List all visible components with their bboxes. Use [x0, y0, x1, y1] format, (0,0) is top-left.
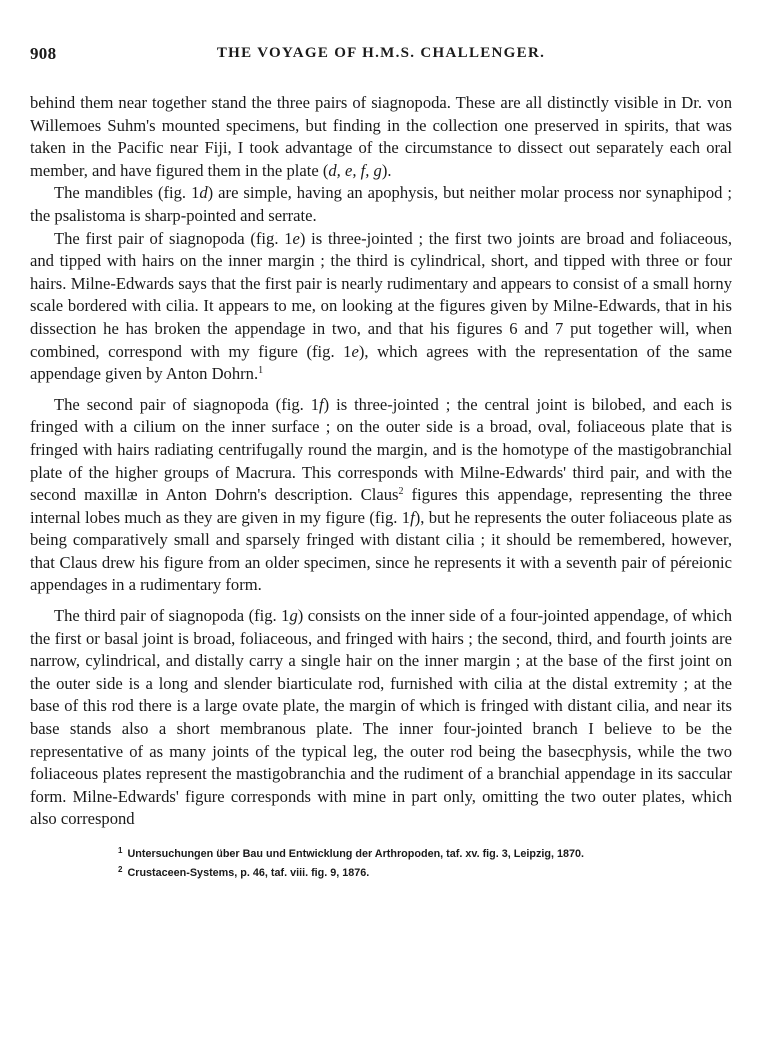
footnote-1 — [118, 843, 732, 862]
text-run: ) is three-jointed ; the central joint is bilobed, and each is fringed with a cilium on the inner surface ; on the outer side is a broad, oval, foliaceous plate that is fringed with hairs radiating centrifugally round the margin, and is the homotype of the mastigobranchial plate of the higher groups of Macrura. This corresponds with Milne-Edwards' third pair, and with the second maxillæ in Anton Dohrn's description. Claus — [30, 394, 732, 505]
footnote-text: Untersuchungen über Bau und Entwicklung der Arthropoden, taf. xv. fig. 3, Leipzig, 1870. — [127, 848, 584, 860]
text-run: behind them near together stand the three pairs of siagnopoda. These are all distinctly visible in Dr. von Willemoes Suhm's mounted specimens, but finding in the collection one preserved in spirits, that was taken in the Pacific near Fiji, I took advantage of the circumstance to dissect out separately each oral member, and have figured them in the plate ( — [30, 93, 732, 180]
text-run: ). — [381, 160, 392, 180]
paragraph-5 — [30, 605, 732, 831]
text-run: ) is three-jointed ; the first two joints are broad and foliaceous, and tipped with hairs on the inner margin ; the third is cylindrical, short, and tipped with three or four hairs. Milne-Edwards says that the first pair is nearly rudimentary and appears to consist of a small horny scale bordered with cilia. It appears to me, on looking at the figures given by Milne-Edwards, that in his dissection he has broken the appendage in two, and that his figures 6 and 7 put together will, when combined, correspond with my figure (fig. 1 — [30, 228, 732, 361]
paragraph-1 — [30, 92, 732, 182]
italic-text: e — [351, 341, 359, 361]
body-text — [30, 92, 732, 831]
paragraph-4 — [30, 394, 732, 597]
text-run: The second pair of siagnopoda (fig. 1 — [54, 394, 320, 414]
text-run: The third pair of siagnopoda (fig. 1 — [54, 606, 290, 626]
text-run: ), but he represents the outer foliaceous plate as being comparatively small and sparsely fringed with distant cilia ; it should be remembered, however, that Claus drew his figure from an older specimen, since he represents it with a seventh pair of péreionic appendages in a rudimentary form. — [30, 507, 732, 595]
footnote-reference: 1 — [258, 365, 264, 377]
footnote-reference: 2 — [398, 486, 404, 498]
page-header — [30, 44, 732, 66]
italic-text: f — [319, 394, 324, 414]
text-run: ) consists on the inner side of a four-jointed appendage, of which the first or basal joint is broad, foliaceous, and fringed with hairs ; the second, third, and fourth joints are narrow, cylindrical, and distally carry a single hair on the inner margin ; at the base of the first joint on the outer side is a long and slender biarticulate rod, furnished with cilia at the distal extremity ; at the base of this rod there is a large ovate plate, the margin of which is fringed with distant cilia, and near its base stands also a short membranous plate. The inner four-jointed branch I believe to be the representative of as many joints of the typical leg, the outer rod being the basecphysis, while the two foliaceous plates represent the mastigobranchia and the rudiment of a branchial appendage in its saccular form. Milne-Edwards' figure corresponds with mine in part only, omitting the two outer plates, which also correspond — [30, 606, 733, 829]
running-title: THE VOYAGE OF H.M.S. CHALLENGER. — [216, 45, 546, 61]
footnote-2 — [118, 862, 732, 881]
book-page — [30, 44, 732, 881]
text-run: figures this appendage, representing the three internal lobes much as they are given in my figure (fig. 1 — [30, 485, 732, 527]
footnote-mark: 2 — [118, 865, 123, 874]
text-run: The first pair of siagnopoda (fig. 1 — [54, 228, 293, 248]
text-run: ), which agrees with the representation of the same appendage given by Anton Dohrn. — [30, 341, 732, 384]
paragraph-2 — [30, 182, 732, 227]
italic-text: d — [199, 183, 208, 203]
italic-text: f — [410, 507, 415, 527]
italic-text: d, e, f, g — [328, 160, 382, 180]
paragraph-3 — [30, 228, 732, 386]
page-number: 908 — [30, 44, 57, 63]
italic-text: g — [289, 606, 298, 626]
footnote-text: Crustaceen-Systems, p. 46, taf. viii. fig. 9, 1876. — [127, 867, 370, 879]
footnote-mark: 1 — [118, 846, 123, 855]
footnotes — [30, 843, 732, 881]
italic-text: e — [292, 228, 300, 248]
text-run: ) are simple, having an apophysis, but neither molar process nor synaphipod ; the psalistoma is sharp-pointed and serrate. — [30, 183, 733, 225]
text-run: The mandibles (fig. 1 — [54, 183, 200, 203]
